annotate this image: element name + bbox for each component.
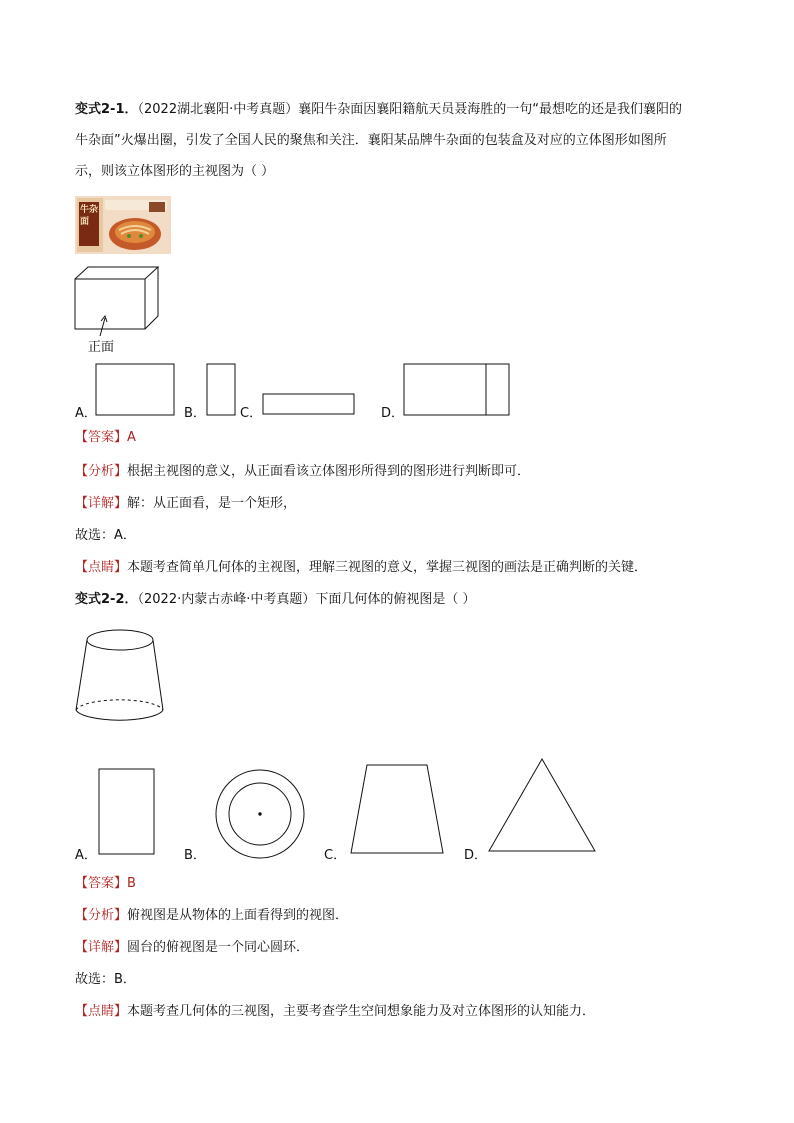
q1-comment [75,558,647,578]
q2-answer-tag: 【答案】 [75,876,128,891]
q2-analysis-text: 俯视图是从物体的上面看得到的视图． [127,908,349,923]
q1-option-b-rect[interactable] [206,363,238,417]
q2-option-a-rect[interactable] [98,768,156,856]
q1-option-d-rect[interactable] [403,363,513,417]
q2-option-d-label: D． [464,848,488,863]
q2-option-d-triangle[interactable] [488,758,598,854]
photo-brand-text: 牛杂面 [80,205,99,227]
q2-choose [75,970,136,990]
q1-source: （2022湖北襄阳·中考真题） [137,102,299,117]
q2-answer [75,874,136,894]
q1-option-c-label: C． [240,406,263,421]
q1-option-b-label: B． [184,406,206,421]
q1-comment-tag: 【点睛】 [75,560,128,575]
q2-option-b-label: B． [184,848,206,863]
q1-text-3: 示，则该立体图形的主视图为（ ） [75,164,275,179]
q2-comment-tag: 【点睛】 [75,1004,128,1019]
q2-choose-prefix: 故选： [75,972,115,987]
q2-detail-tag: 【详解】 [75,940,128,955]
q2-line1 [75,590,476,610]
q2-answer-value: B [127,876,136,891]
q2-text-1: 下面几何体的俯视图是（ ） [315,592,476,607]
box-3d-figure [74,266,164,332]
q2-detail [75,938,309,958]
q1-title: 变式2-1． [75,102,138,117]
q1-option-c-rect[interactable] [262,393,357,417]
q1-analysis [75,462,530,482]
q1-detail-text: 解：从正面看，是一个矩形， [127,496,297,511]
q2-detail-text: 圆台的俯视图是一个同心圆环． [127,940,310,955]
q1-answer-value: A [127,430,136,445]
q1-line1 [75,100,682,120]
front-label: 正面 [88,340,115,355]
q2-analysis [75,906,348,926]
q1-answer [75,428,136,448]
q1-answer-tag: 【答案】 [75,430,128,445]
q1-option-a-rect[interactable] [95,363,177,417]
q2-option-c-trapezoid[interactable] [350,764,446,856]
q2-title: 变式2-2． [75,592,138,607]
q2-option-a-label: A． [75,848,97,863]
q1-detail [75,494,296,514]
q2-analysis-tag: 【分析】 [75,908,128,923]
q1-analysis-text: 根据主视图的意义，从正面看该立体图形所得到的图形进行判断即可． [127,464,531,479]
q2-option-c-label: C． [324,848,347,863]
q2-choose-value: B． [114,972,136,987]
q1-text-2: 牛杂面”火爆出圈，引发了全国人民的聚焦和关注．襄阳某品牌牛杂面的包装盒及对应的立体图形如图所 [75,133,667,148]
q2-option-b-rings[interactable] [214,768,306,860]
q1-comment-text: 本题考查简单几何体的主视图，理解三视图的意义，掌握三视图的画法是正确判断的关键． [127,560,648,575]
q1-option-a-label: A． [75,406,97,421]
q1-detail-tag: 【详解】 [75,496,128,511]
q1-choose-prefix: 故选： [75,528,115,543]
q1-choose [75,526,136,546]
q2-comment-text: 本题考查几何体的三视图，主要考查学生空间想象能力及对立体图形的认知能力． [127,1004,596,1019]
noodle-package-photo [75,196,171,254]
frustum-figure [74,628,166,726]
q1-choose-value: A． [114,528,136,543]
q1-option-d-label: D． [381,406,405,421]
q2-comment [75,1002,595,1022]
q1-text-1: 襄阳牛杂面因襄阳籍航天员聂海胜的一句“最想吃的还是我们襄阳的 [298,102,682,117]
q1-analysis-tag: 【分析】 [75,464,128,479]
q2-source: （2022·内蒙古赤峰·中考真题） [137,592,316,607]
